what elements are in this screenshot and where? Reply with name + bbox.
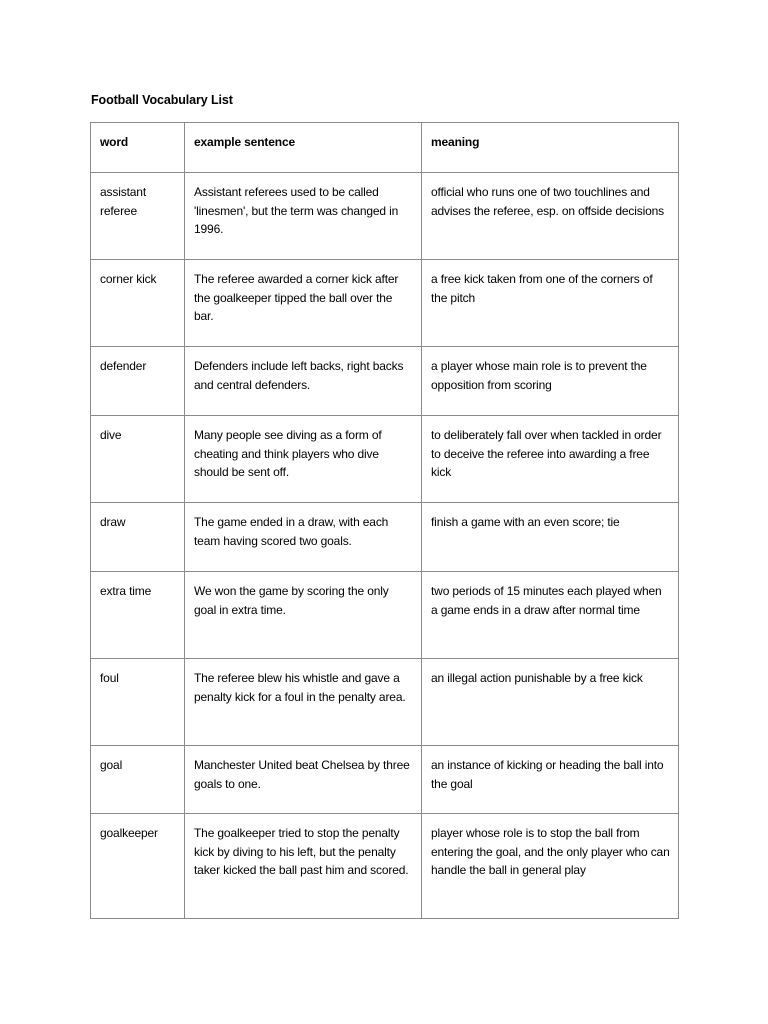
example-cell: Manchester United beat Chelsea by three goals to one. [185, 746, 422, 814]
word-cell: goalkeeper [91, 814, 185, 919]
column-header-meaning: meaning [422, 123, 679, 173]
example-cell: The goalkeeper tried to stop the penalty kick by diving to his left, but the penalty taker kicked the ball past him and scored. [185, 814, 422, 919]
word-cell: assistant referee [91, 173, 185, 260]
word-cell: foul [91, 659, 185, 746]
table-row [91, 347, 679, 416]
table-row [91, 814, 679, 919]
word-cell: dive [91, 416, 185, 503]
meaning-cell: to deliberately fall over when tackled in order to deceive the referee into awarding a free kick [422, 416, 679, 503]
word-cell: goal [91, 746, 185, 814]
word-cell: extra time [91, 572, 185, 659]
example-cell: We won the game by scoring the only goal in extra time. [185, 572, 422, 659]
vocabulary-table [90, 122, 679, 919]
table-row [91, 173, 679, 260]
table-row [91, 746, 679, 814]
table-row [91, 416, 679, 503]
meaning-cell: an illegal action punishable by a free kick [422, 659, 679, 746]
meaning-cell: a free kick taken from one of the corners of the pitch [422, 260, 679, 347]
meaning-cell: finish a game with an even score; tie [422, 503, 679, 572]
table-row [91, 572, 679, 659]
meaning-cell: official who runs one of two touchlines and advises the referee, esp. on offside decisions [422, 173, 679, 260]
example-cell: Assistant referees used to be called 'linesmen', but the term was changed in 1996. [185, 173, 422, 260]
example-cell: Defenders include left backs, right backs and central defenders. [185, 347, 422, 416]
word-cell: defender [91, 347, 185, 416]
column-header-example: example sentence [185, 123, 422, 173]
word-cell: draw [91, 503, 185, 572]
meaning-cell: an instance of kicking or heading the ball into the goal [422, 746, 679, 814]
table-header-row [91, 123, 679, 173]
example-cell: The referee blew his whistle and gave a penalty kick for a foul in the penalty area. [185, 659, 422, 746]
document-title: Football Vocabulary List [91, 93, 233, 107]
meaning-cell: a player whose main role is to prevent the opposition from scoring [422, 347, 679, 416]
example-cell: The game ended in a draw, with each team having scored two goals. [185, 503, 422, 572]
column-header-word: word [91, 123, 185, 173]
meaning-cell: two periods of 15 minutes each played when a game ends in a draw after normal time [422, 572, 679, 659]
meaning-cell: player whose role is to stop the ball from entering the goal, and the only player who can handle the ball in general play [422, 814, 679, 919]
word-cell: corner kick [91, 260, 185, 347]
table-row [91, 659, 679, 746]
table-row [91, 503, 679, 572]
example-cell: The referee awarded a corner kick after the goalkeeper tipped the ball over the bar. [185, 260, 422, 347]
example-cell: Many people see diving as a form of cheating and think players who dive should be sent off. [185, 416, 422, 503]
table-row [91, 260, 679, 347]
